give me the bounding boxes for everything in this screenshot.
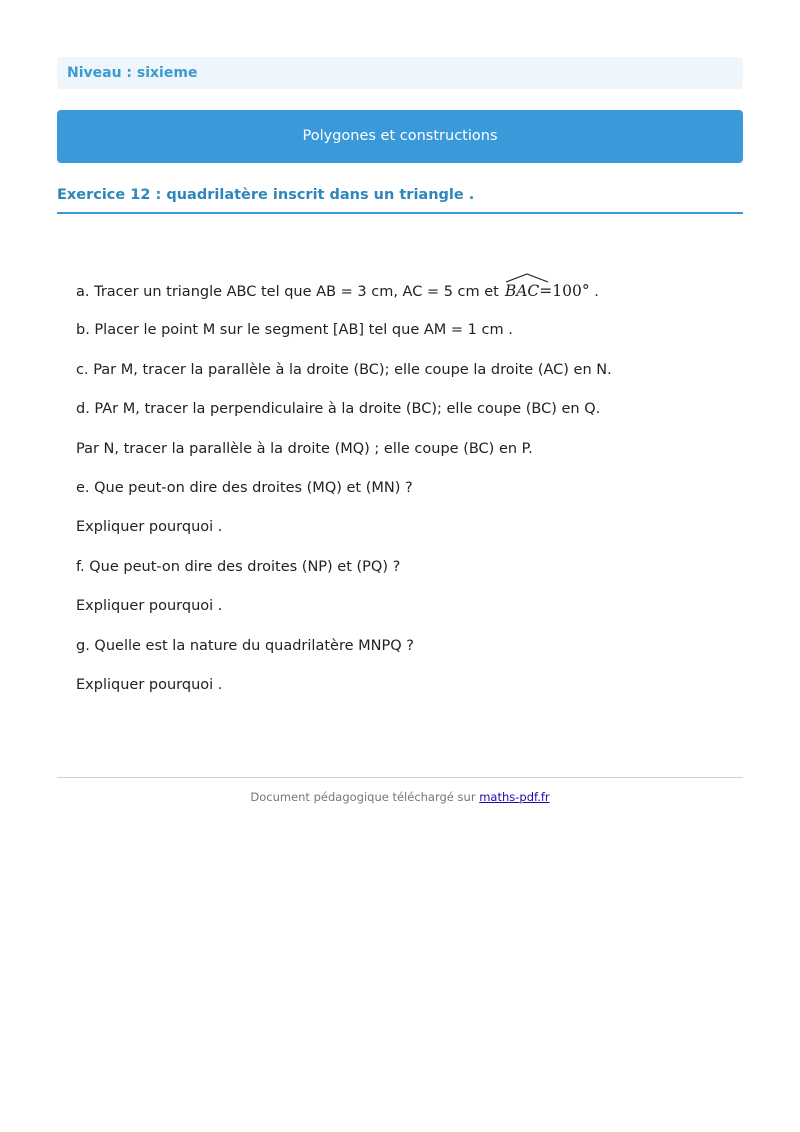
level-label: Niveau : sixieme (57, 57, 743, 89)
question-c: c. Par M, tracer la parallèle à la droite (BC); elle coupe la droite (AC) en N. (76, 361, 612, 378)
question-end: . (589, 284, 599, 300)
page-title: Polygones et constructions (57, 110, 743, 163)
question-e-explain: Expliquer pourquoi . (76, 519, 223, 536)
footer-text: Document pédagogique téléchargé sur (250, 790, 476, 804)
footer-divider (57, 777, 743, 778)
exercise-content (76, 280, 736, 713)
angle-name: BAC (504, 282, 540, 300)
question-d2: Par N, tracer la parallèle à la droite (MQ) ; elle coupe (BC) en P. (76, 440, 533, 457)
question-f: f. Que peut-on dire des droites (NP) et (PQ) ? (76, 558, 401, 575)
question-g-explain: Expliquer pourquoi . (76, 676, 223, 693)
footer-link[interactable]: maths-pdf.fr (479, 790, 550, 804)
question-d: d. PAr M, tracer la perpendiculaire à la droite (BC); elle coupe (BC) en Q. (76, 401, 601, 418)
angle-equals: = (539, 282, 553, 300)
question-e: e. Que peut-on dire des droites (MQ) et (MN) ? (76, 479, 413, 496)
exercise-title: Exercice 12 : quadrilatère inscrit dans un triangle . (57, 187, 475, 203)
question-b: b. Placer le point M sur le segment [AB] tel que AM = 1 cm . (76, 322, 513, 339)
angle-hat (505, 280, 539, 302)
exercise-divider (57, 212, 743, 214)
question-g: g. Quelle est la nature du quadrilatère MNPQ ? (76, 637, 414, 654)
angle-formula (505, 282, 590, 300)
question-f-explain: Expliquer pourquoi . (76, 598, 223, 615)
question-text: a. Tracer un triangle ABC tel que AB = 3 cm, AC = 5 cm et (76, 284, 499, 300)
hat-icon (505, 273, 549, 283)
angle-value: 100° (552, 282, 590, 300)
footer (57, 790, 743, 804)
question-a (76, 280, 736, 319)
